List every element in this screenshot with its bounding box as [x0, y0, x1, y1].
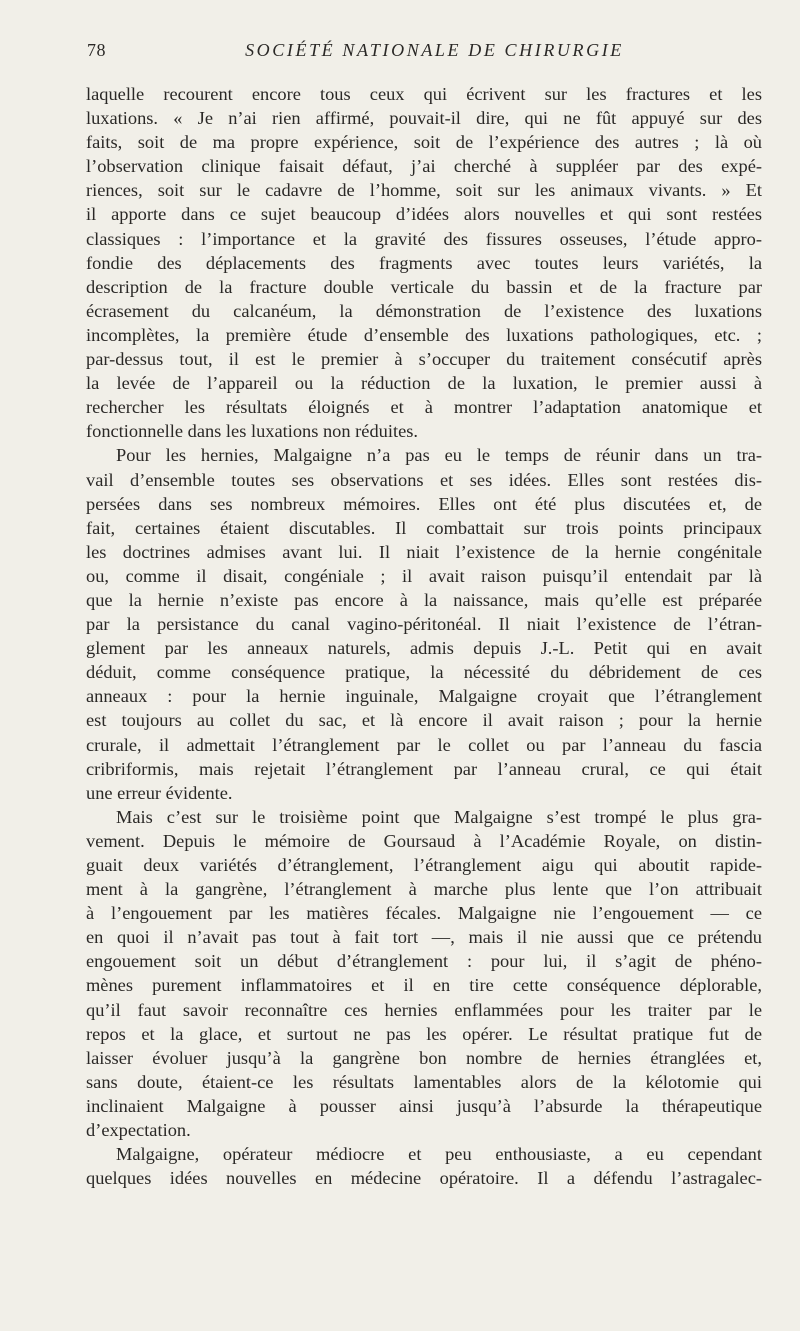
text-line: par la persistance du canal vagino-péritonéal. Il niait l’existence de l’étran- — [86, 614, 762, 635]
text-line: sans doute, étaient-ce les résultats lamentables alors de la kélotomie qui — [86, 1071, 762, 1092]
text-line: guait deux variétés d’étranglement, l’étranglement aigu qui aboutit rapide- — [86, 855, 762, 875]
text-line: ou, comme il disait, congéniale ; il avait raison puisqu’il entendait par là — [86, 565, 762, 586]
text-line: la levée de l’appareil ou la réduction de la luxation, le premier aussi à — [86, 373, 762, 394]
text-line: Mais c’est sur le troisième point que Malgaigne s’est trompé le plus gra- — [116, 806, 762, 827]
text-line: repos et la glace, et surtout ne pas les opérer. Le résultat pratique fut de — [86, 1023, 762, 1044]
text-line: ment à la gangrène, l’étranglement à marche plus lente que l’on attribuait — [86, 879, 762, 900]
text-line: cribriformis, mais rejetait l’étranglement par l’anneau crural, ce qui était — [86, 758, 762, 779]
text-line: déduit, comme conséquence pratique, la nécessité du débridement de ces — [86, 662, 762, 683]
text-line: qu’il faut savoir reconnaître ces hernies enflammées pour les traiter par le — [86, 999, 762, 1020]
text-line: riences, soit sur le cadavre de l’homme, soit sur les animaux vivants. » Et — [86, 180, 762, 201]
text-line: est toujours au collet du sac, et là encore il avait raison ; pour la hernie — [86, 710, 762, 731]
text-line: fonctionnelle dans les luxations non réduites. — [86, 421, 418, 442]
text-line: à l’engouement par les matières fécales. Malgaigne nie l’engouement — ce — [86, 903, 762, 924]
text-line: laquelle recourent encore tous ceux qui écrivent sur les fractures et les — [86, 84, 762, 104]
body-text — [86, 82, 762, 1190]
text-line: vement. Depuis le mémoire de Goursaud à l’Académie Royale, on distin- — [86, 830, 762, 851]
text-line: par-dessus tout, il est le premier à s’occuper du traitement consécutif après — [86, 349, 762, 370]
text-line: crurale, il admettait l’étranglement par le collet ou par l’anneau du fascia — [86, 734, 762, 755]
paragraph — [86, 443, 762, 804]
text-line: mènes purement inflammatoires et il en tire cette conséquence déplorable, — [86, 975, 762, 996]
page-header — [87, 40, 762, 70]
text-line: écrasement du calcanéum, la démonstration de l’existence des luxations — [86, 300, 762, 321]
text-line: luxations. « Je n’ai rien affirmé, pouvait-il dire, qui ne fût appuyé sur des — [86, 108, 762, 129]
text-line: que la hernie n’existe pas encore à la naissance, mais qu’elle est préparée — [86, 589, 762, 610]
text-line: vail d’ensemble toutes ses observations et ses idées. Elles sont restées dis- — [86, 469, 762, 490]
paragraph — [86, 82, 762, 443]
text-line: classiques : l’importance et la gravité des fissures osseuses, l’étude appro- — [86, 228, 762, 249]
text-line: d’expectation. — [86, 1120, 191, 1141]
text-line: glement par les anneaux naturels, admis depuis J.-L. Petit qui en avait — [86, 638, 762, 659]
text-line: les doctrines admises avant lui. Il niait l’existence de la hernie congénitale — [86, 541, 762, 562]
text-line: persées dans ses nombreux mémoires. Elles ont été plus discutées et, de — [86, 493, 762, 514]
text-line: fait, certaines étaient discutables. Il combattait sur trois points principaux — [86, 517, 762, 538]
paragraph — [86, 805, 762, 1142]
text-line: Malgaigne, opérateur médiocre et peu enthousiaste, a eu cependant — [116, 1144, 762, 1165]
paragraph — [86, 1142, 762, 1190]
text-line: inclinaient Malgaigne à pousser ainsi jusqu’à l’absurde la thérapeutique — [86, 1095, 762, 1116]
text-line: en quoi il n’avait pas tout à fait tort —, mais il nie aussi que ce prétendu — [86, 927, 762, 948]
text-line: rechercher les résultats éloignés et à montrer l’adaptation anatomique et — [86, 397, 762, 418]
text-line: laisser évoluer jusqu’à la gangrène bon nombre de hernies étranglées et, — [86, 1047, 762, 1068]
text-line: incomplètes, la première étude d’ensemble des luxations pathologiques, etc. ; — [86, 324, 762, 345]
running-head: SOCIÉTÉ NATIONALE DE CHIRURGIE — [245, 40, 624, 60]
text-line: description de la fracture double verticale du bassin et de la fracture par — [86, 276, 762, 297]
text-line: une erreur évidente. — [86, 782, 233, 803]
text-line: quelques idées nouvelles en médecine opératoire. Il a défendu l’astragalec- — [86, 1168, 762, 1189]
text-line: faits, soit de ma propre expérience, soit de l’expérience des autres ; là où — [86, 132, 762, 153]
text-line: fondie des déplacements des fragments avec toutes leurs variétés, la — [86, 252, 762, 273]
text-line: anneaux : pour la hernie inguinale, Malgaigne croyait que l’étranglement — [86, 686, 762, 707]
text-line: il apporte dans ce sujet beaucoup d’idées alors nouvelles et qui sont restées — [86, 204, 762, 225]
text-line: l’observation clinique faisait défaut, j’ai cherché à suppléer par des expé- — [86, 156, 762, 177]
text-line: engouement soit un début d’étranglement : pour lui, il s’agit de phéno- — [86, 951, 762, 972]
text-line: Pour les hernies, Malgaigne n’a pas eu le temps de réunir dans un tra- — [116, 445, 762, 466]
page-number: 78 — [87, 40, 106, 60]
